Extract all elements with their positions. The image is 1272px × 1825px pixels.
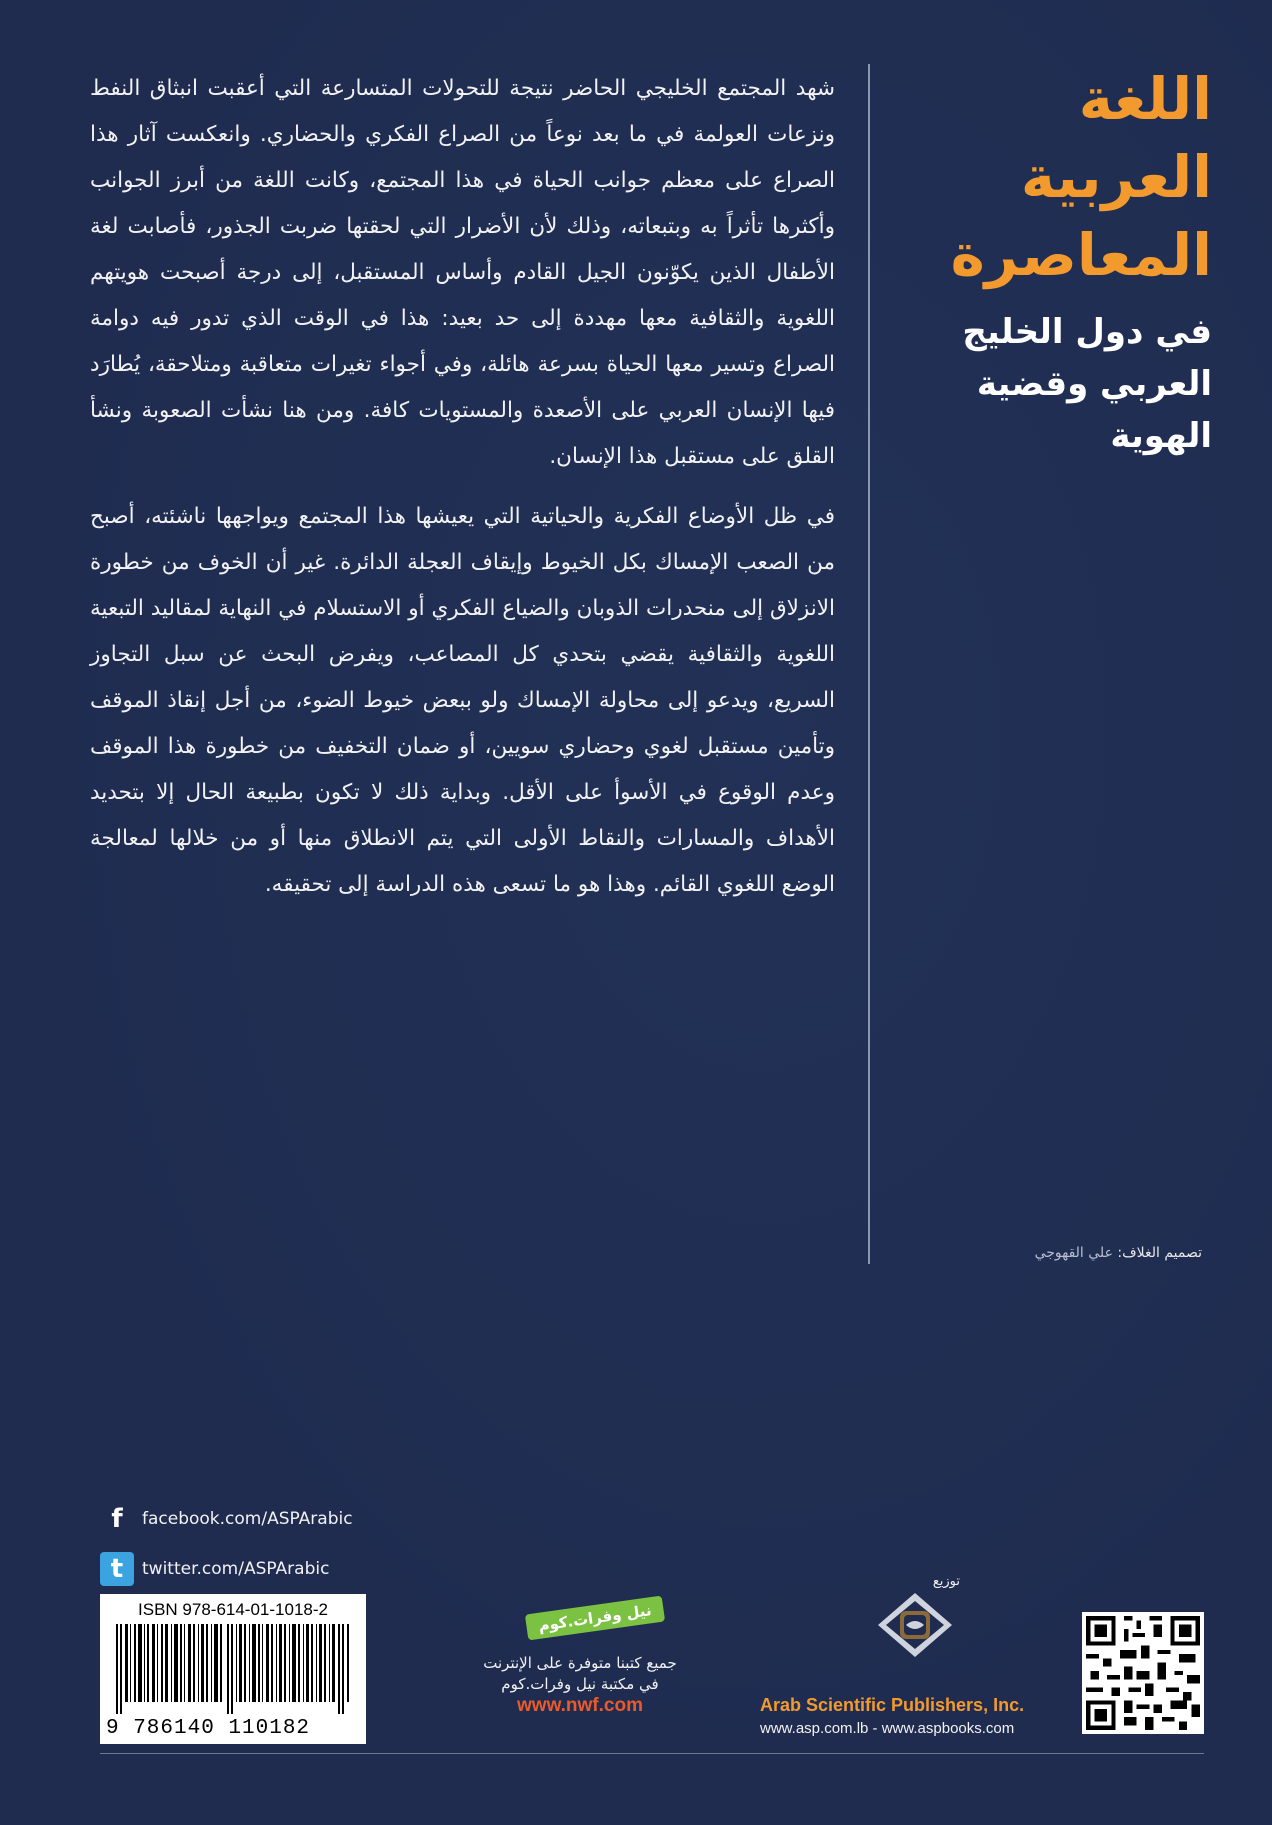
twitter-icon: t [100,1552,134,1586]
facebook-url: facebook.com/ASPArabic [142,1509,353,1529]
book-title-line2: المعاصرة [950,221,1212,289]
isbn-number: ISBN 978-614-01-1018-2 [138,1600,328,1619]
nwf-url[interactable]: www.nwf.com [517,1695,643,1716]
designer-name: علي القهوجي [1034,1245,1113,1261]
publisher-name: Arab Scientific Publishers, Inc. [760,1695,1025,1715]
barcode-graphic [114,1624,352,1714]
book-subtitle-line2: العربي وقضية الهوية [976,364,1212,456]
distributor-label: توزيع [932,1574,960,1589]
bottom-divider [100,1753,1204,1754]
vertical-divider [868,64,870,1264]
twitter-url: twitter.com/ASPArabic [142,1559,330,1579]
book-title-line1: اللغة العربية [1020,65,1212,211]
isbn-barcode-box [100,1594,366,1744]
nwf-promo[interactable] [450,1601,710,1717]
designer-label: تصميم الغلاف: [1117,1245,1202,1261]
blurb [90,66,835,922]
nwf-logo-tag: نيل وفرات.كوم [525,1596,665,1641]
qr-code-icon [1082,1612,1204,1734]
nwf-line1: جميع كتبنا متوفرة على الإنترنت [483,1654,677,1672]
book-subtitle-line1: في دول الخليج [962,312,1212,352]
blurb-paragraph-2: في ظل الأوضاع الفكرية والحياتية التي يعيشها هذا المجتمع ويواجهها ناشئته، أصبح من الصعب الإمساك بكل الخيوط وإيقاف العجلة الدائرة. غير أن الخوف من خطورة الانزلاق إلى منحدرات الذوبان والضياع الفكري أو الاستسلام في النهاية لمقاليد التبعية اللغوية والثقافية يقضي بتحدي كل المصاعب، ويفرض البحث عن سبل التجاوز السريع، ويدعو إلى محاولة الإمساك ولو ببعض خيوط الضوء، من أجل إنقاذ الموقف وتأمين مستقبل لغوي وحضاري سويين، أو ضمان التخفيف من خطورة هذا الموقف وعدم الوقوع في الأسوأ على الأقل. وبداية ذلك لا تكون بطبيعة الحال إلا بتحديد الأهداف والمسارات والنقاط الأولى التي يتم الانطلاق منها أو من خلالها لمعالجة الوضع اللغوي القائم. وهذا هو ما تسعى هذه الدراسة إلى تحقيقه. [90,504,835,897]
twitter-link[interactable] [100,1552,500,1586]
facebook-icon: f [111,1504,123,1534]
nwf-line2: في مكتبة نيل وفرات.كوم [501,1675,659,1693]
publisher-emblem-icon [870,1589,960,1661]
title-block [912,60,1212,462]
facebook-link[interactable] [100,1502,500,1536]
publisher-urls[interactable]: www.asp.com.lb - www.aspbooks.com [760,1720,1015,1737]
cover-designer-credit [1035,1245,1202,1261]
blurb-paragraph-1: شهد المجتمع الخليجي الحاضر نتيجة للتحولات المتسارعة التي أعقبت انبثاق النفط ونزعات العولمة في ما بعد نوعاً من الصراع الفكري والحضاري. وانعكست آثار هذا الصراع على معظم جوانب الحياة في هذا المجتمع، وكانت اللغة من أبرز الجوانب وأكثرها تأثراً به وبتبعاته، وذلك لأن الأضرار التي لحقتها ضربت الجذور، فأصابت لغة الأطفال الذين يكوّنون الجيل القادم وأساس المستقبل، إلى درجة أصبحت هويتهم اللغوية والثقافية معها مهددة إلى حد بعيد: هذا في الوقت الذي تدور فيه دوامة الصراع وتسير معها الحياة بسرعة هائلة، وفي أجواء تغيرات متعاقبة ومتلاحقة، يُطارَد فيها الإنسان العربي على الأصعدة والمستويات كافة. ومن هنا نشأت الصعوبة ونشأ القلق على مستقبل هذا الإنسان. [90,76,835,469]
barcode-digits: 9 786140 110182 [106,1717,311,1740]
distributor-block [870,1574,960,1665]
